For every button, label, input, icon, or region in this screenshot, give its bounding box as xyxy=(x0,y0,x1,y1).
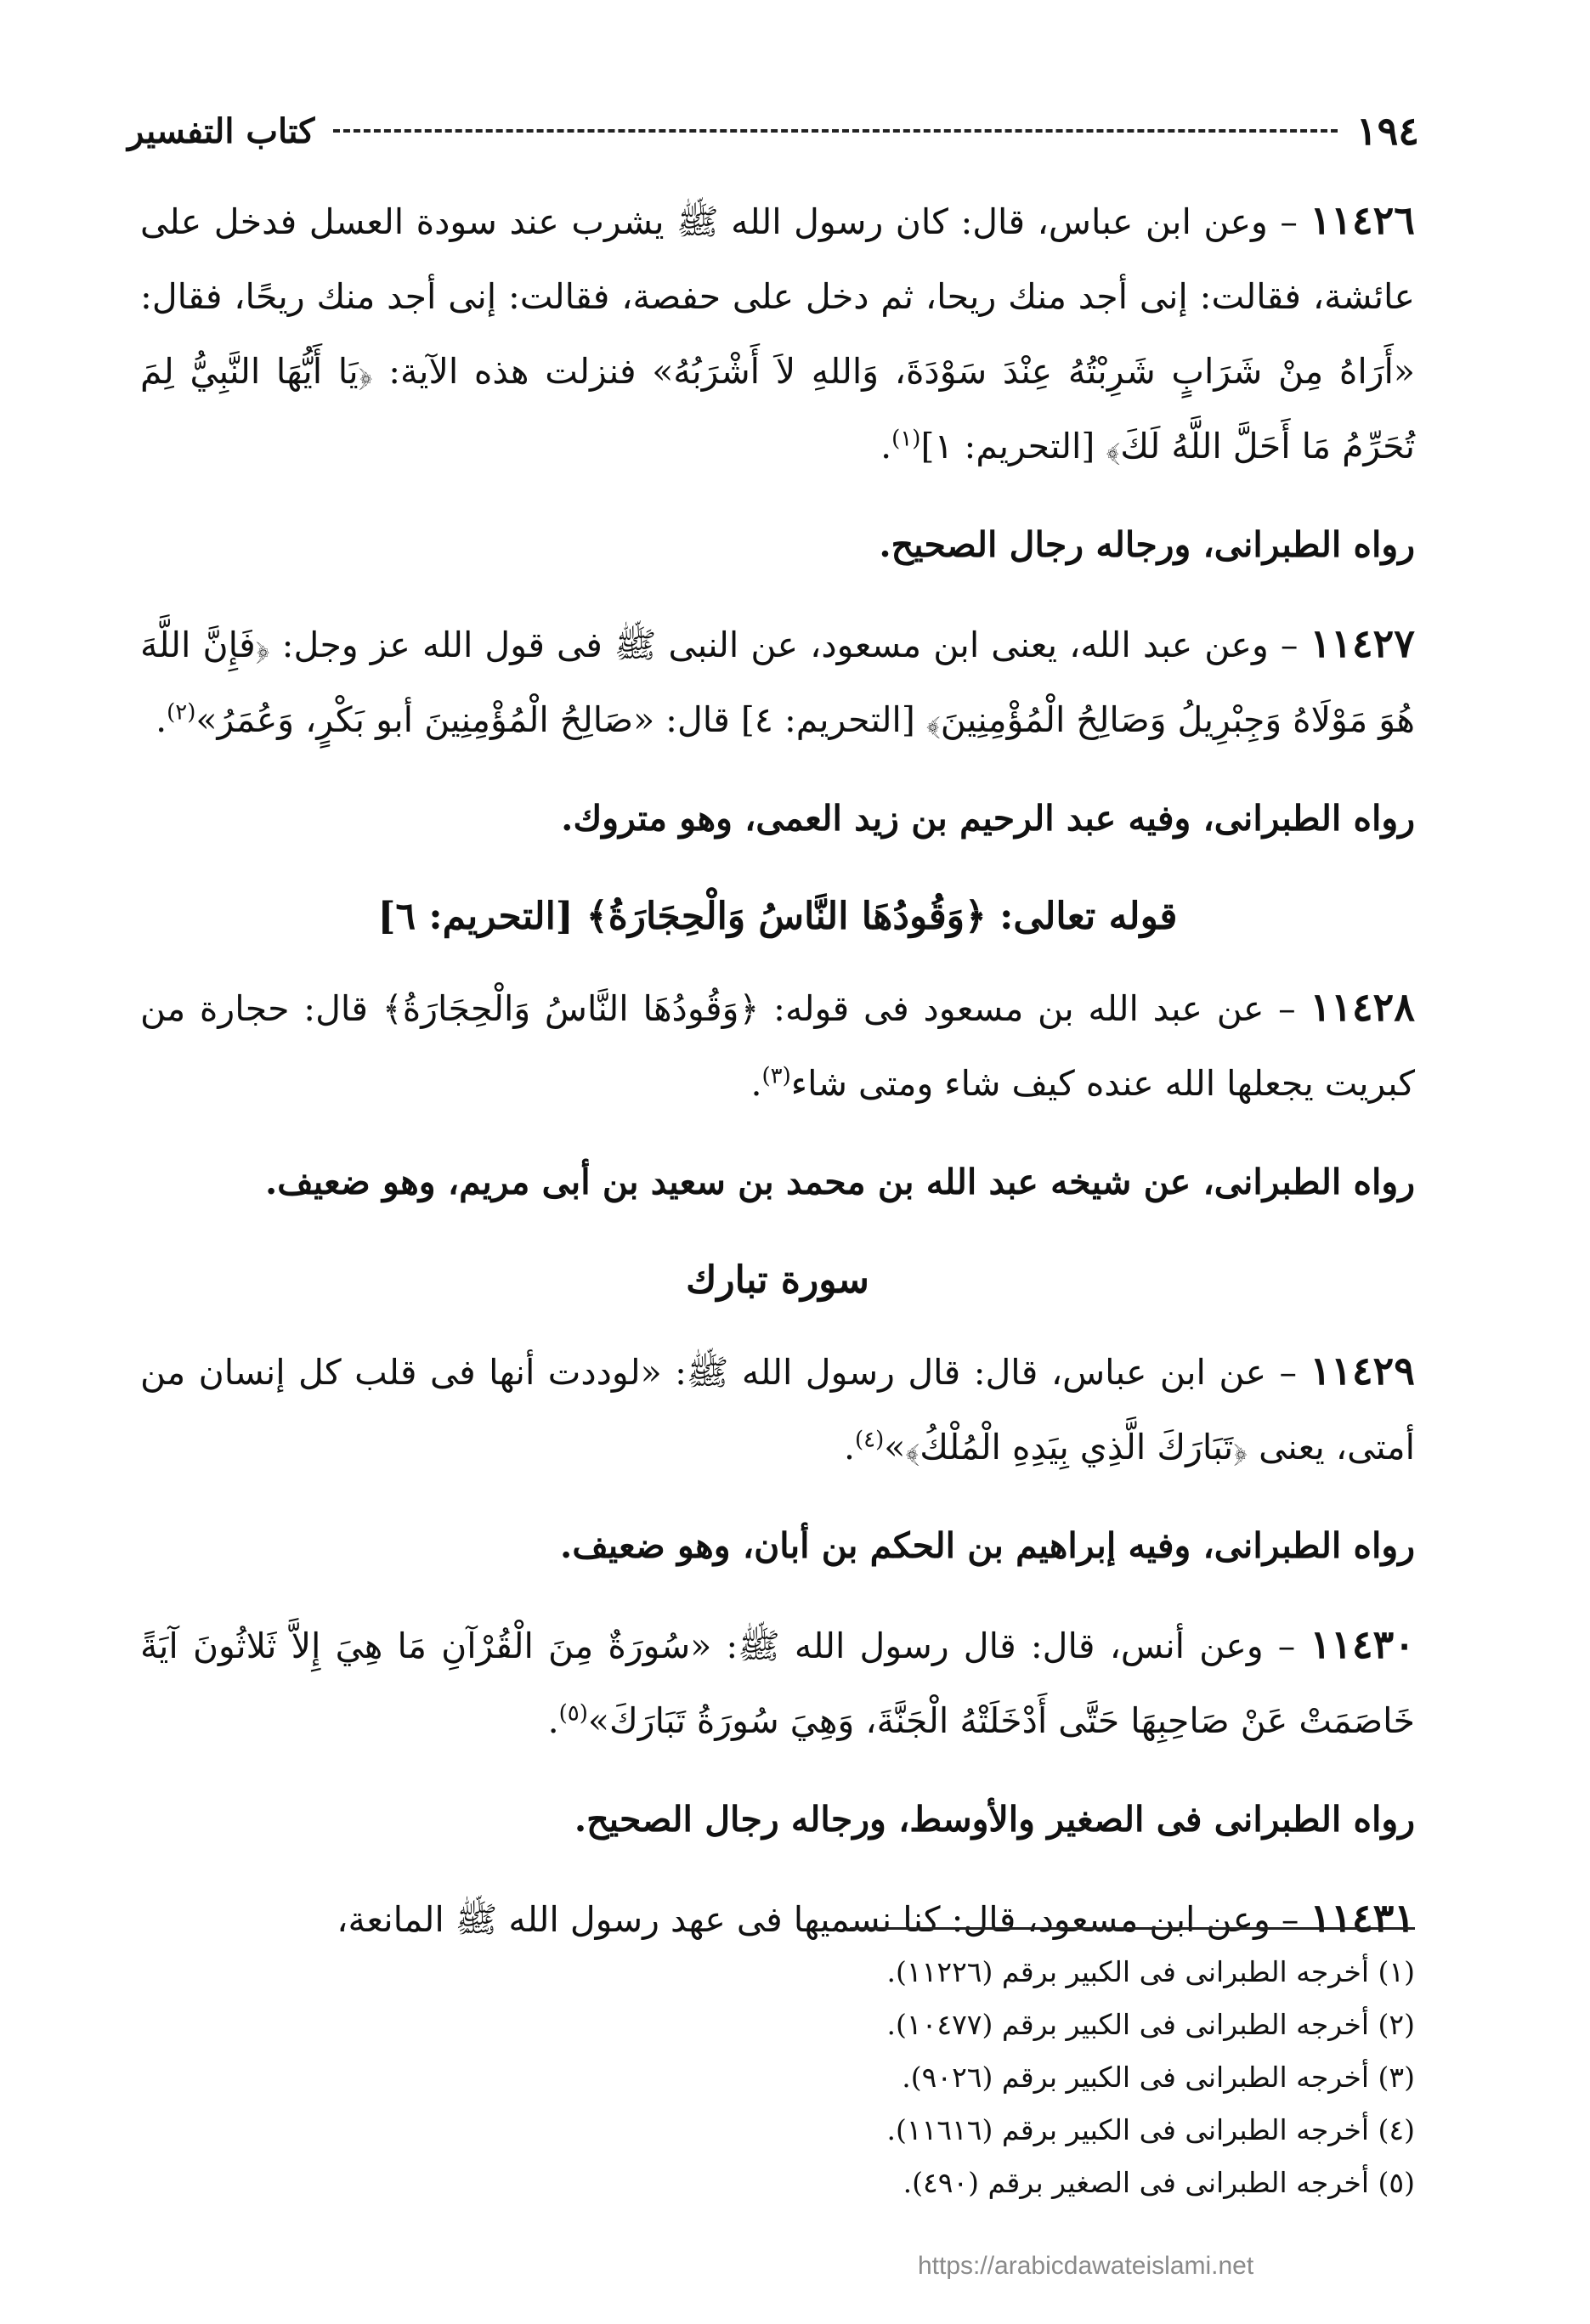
footnote-ref: (٥) xyxy=(558,1700,588,1727)
hadith-text: – وعن أنس، قال: قال رسول الله ﷺ: «سُورَةٌ مِنَ الْقُرْآنِ مَا هِيَ إِلاَّ ثَلاثُونَ آيَةً خَاصَمَتْ عَنْ صَاحِبِهَا حَتَّى أَدْخَلَتْهُ الْجَنَّةَ، وَهِيَ سُورَةُ تَبَارَكَ» xyxy=(140,1626,1415,1741)
hadith-11430: ١١٤٣٠ – وعن أنس، قال: قال رسول الله ﷺ: «سُورَةٌ مِنَ الْقُرْآنِ مَا هِيَ إِلاَّ ثَلاثُونَ آيَةً خَاصَمَتْ عَنْ صَاحِبِهَا حَتَّى أَدْخَلَتْهُ الْجَنَّةَ، وَهِيَ سُورَةُ تَبَارَكَ»$^{(٥)}$. xyxy=(140,1621,1415,1741)
hadith-11429: ١١٤٢٩ – عن ابن عباس، قال: قال رسول الله ﷺ: «لوددت أنها فى قلب كل إنسان من أمتى، يعنى ﴿تَبَارَكَ الَّذِي بِيَدِهِ الْمُلْكُ﴾»$^{(٤)}$. xyxy=(140,1348,1415,1467)
footnote-item: (٣) أخرجه الطبرانى فى الكبير برقم (٩٠٢٦). xyxy=(902,2061,1415,2094)
header-rule xyxy=(333,129,1338,133)
footnote-ref: (٣) xyxy=(761,1063,791,1089)
footnote-ref: (٢) xyxy=(167,699,196,726)
hadith-number: ١١٤٢٧ xyxy=(1310,620,1415,666)
hadith-text: – وعن ابن مسعود، قال: كنا نسميها فى عهد رسول الله ﷺ المانعة، xyxy=(337,1899,1299,1940)
footnote-divider xyxy=(850,1927,1415,1930)
page-header xyxy=(127,100,1419,161)
footnote-item: (١) أخرجه الطبرانى فى الكبير برقم (١١٢٢٦). xyxy=(886,1955,1415,1988)
surah-heading: سورة تبارك xyxy=(686,1258,869,1302)
hadith-text: – عن عبد الله بن مسعود فى قوله: ﴿وَقُودُهَا النَّاسُ وَالْحِجَارَةُ﴾ قال: حجارة من كبريت يجعلها الله عنده كيف شاء ومتى شاء xyxy=(140,988,1415,1104)
footnote-ref: (٤) xyxy=(855,1427,885,1453)
footnotes xyxy=(140,1946,1415,2209)
page-body xyxy=(140,183,1415,1957)
website-watermark: https://arabicdawateislami.net xyxy=(918,2252,1254,2280)
hadith-source: رواه الطبرانى، عن شيخه عبد الله بن محمد بن سعيد بن أبى مريم، وهو ضعيف. xyxy=(265,1162,1415,1202)
footnote-item: (٤) أخرجه الطبرانى فى الكبير برقم (١١٦١٦). xyxy=(886,2113,1415,2146)
hadith-text: – وعن ابن عباس، قال: كان رسول الله ﷺ يشرب عند سودة العسل فدخل على عائشة، فقالت: إنى أجد منك ريحا، ثم دخل على حفصة، فقالت: إنى أجد منك ريحًا، فقال: «أَرَاهُ مِنْ شَرَابٍ شَرِبْتُهُ عِنْدَ سَوْدَةَ، وَاللهِ لاَ أَشْرَبُهُ» فنزلت هذه الآية: ﴿يَا أَيُّهَا النَّبِيُّ لِمَ تُحَرِّمُ مَا أَحَلَّ اللَّهُ لَكَ﴾ [التحريم: ١] xyxy=(140,201,1415,466)
hadith-text: – وعن عبد الله، يعنى ابن مسعود، عن النبى ﷺ فى قول الله عز وجل: ﴿فَإِنَّ اللَّهَ هُوَ مَوْلَاهُ وَجِبْرِيلُ وَصَالِحُ الْمُؤْمِنِينَ﴾ [التحريم: ٤] قال: «صَالِحُ الْمُؤْمِنِينَ أبو بَكْرٍ، وَعُمَرُ» xyxy=(140,625,1415,740)
hadith-number: ١١٤٢٨ xyxy=(1310,984,1415,1030)
hadith-source: رواه الطبرانى، وفيه إبراهيم بن الحكم بن أبان، وهو ضعيف. xyxy=(560,1525,1415,1566)
hadith-number: ١١٤٢٩ xyxy=(1310,1348,1415,1394)
hadith-11428: ١١٤٢٨ – عن عبد الله بن مسعود فى قوله: ﴿وَقُودُهَا النَّاسُ وَالْحِجَارَةُ﴾ قال: حجارة من كبريت يجعلها الله عنده كيف شاء ومتى شاء$^{(٣)}$. xyxy=(140,984,1415,1104)
hadith-11426: ١١٤٢٦ – وعن ابن عباس، قال: كان رسول الله ﷺ يشرب عند سودة العسل فدخل على عائشة، فقالت: إنى أجد منك ريحا، ثم دخل على حفصة، فقالت: إنى أجد منك ريحًا، فقال: «أَرَاهُ مِنْ شَرَابٍ شَرِبْتُهُ عِنْدَ سَوْدَةَ، وَاللهِ لاَ أَشْرَبُهُ» فنزلت هذه الآية: ﴿يَا أَيُّهَا النَّبِيُّ لِمَ تُحَرِّمُ مَا أَحَلَّ اللَّهُ لَكَ﴾ [التحريم: ١]$^{(١)}$. xyxy=(140,197,1415,466)
hadith-text: – عن ابن عباس، قال: قال رسول الله ﷺ: «لوددت أنها فى قلب كل إنسان من أمتى، يعنى ﴿تَبَارَكَ الَّذِي بِيَدِهِ الْمُلْكُ﴾» xyxy=(140,1352,1415,1467)
book-title: كتاب التفسير xyxy=(127,110,315,151)
footnote-item: (٥) أخرجه الطبرانى فى الصغير برقم (٤٩٠). xyxy=(903,2166,1415,2199)
hadith-source: رواه الطبرانى، ورجاله رجال الصحيح. xyxy=(879,524,1415,565)
hadith-source: رواه الطبرانى، وفيه عبد الرحيم بن زيد العمى، وهو متروك. xyxy=(561,798,1415,839)
hadith-11427: ١١٤٢٧ – وعن عبد الله، يعنى ابن مسعود، عن النبى ﷺ فى قول الله عز وجل: ﴿فَإِنَّ اللَّهَ هُوَ مَوْلَاهُ وَجِبْرِيلُ وَصَالِحُ الْمُؤْمِنِينَ﴾ [التحريم: ٤] قال: «صَالِحُ الْمُؤْمِنِينَ أبو بَكْرٍ، وَعُمَرُ»$^{(٢)}$. xyxy=(140,620,1415,740)
footnote-ref: (١) xyxy=(891,426,921,452)
section-heading: قوله تعالى: ﴿وَقُودُهَا النَّاسُ وَالْحِجَارَةُ﴾ [التحريم: ٦] xyxy=(377,895,1178,938)
footnote-item: (٢) أخرجه الطبرانى فى الكبير برقم (١٠٤٧٧). xyxy=(886,2008,1415,2041)
hadith-number: ١١٤٢٦ xyxy=(1310,197,1415,243)
page-number: ١٩٤ xyxy=(1355,108,1419,154)
hadith-source: رواه الطبرانى فى الصغير والأوسط، ورجاله رجال الصحيح. xyxy=(574,1799,1415,1840)
hadith-number: ١١٤٣١ xyxy=(1310,1895,1415,1941)
hadith-number: ١١٤٣٠ xyxy=(1310,1621,1415,1667)
